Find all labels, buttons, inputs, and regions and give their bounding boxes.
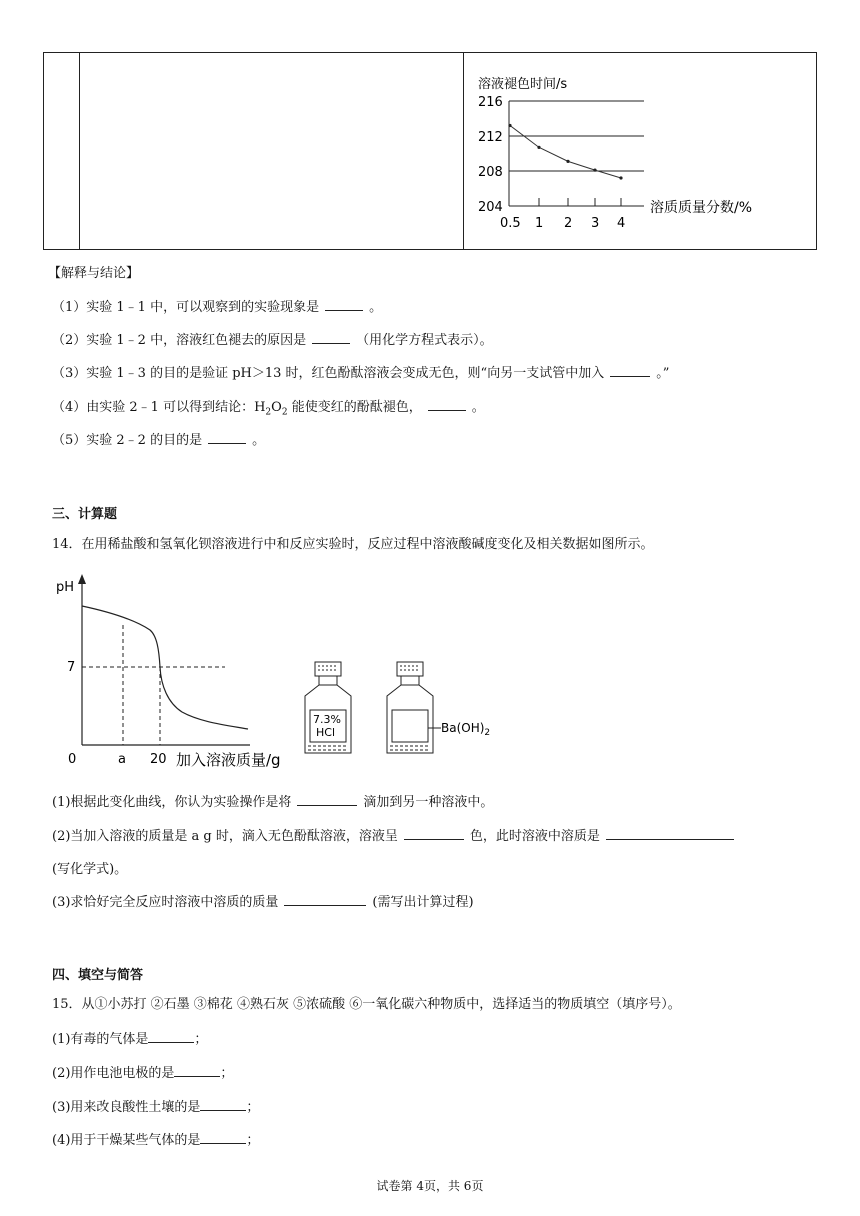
data-point [566, 160, 569, 163]
x-tick-label: 1 [535, 216, 544, 231]
y-tick-label: 208 [478, 165, 503, 180]
q14-part3: (3)求恰好完全反应时溶液中溶质的质量 (需写出计算过程) [52, 895, 474, 910]
x-tick-label: 3 [591, 216, 600, 231]
answer-blank[interactable] [297, 793, 357, 806]
chart-ylabel: 溶液褪色时间/s [478, 77, 568, 92]
question-14: 14．在用稀盐酸和氢氧化钡溶液进行中和反应实验时，反应过程中溶液酸碱度变化及相关数据如图所示。 [52, 537, 654, 552]
answer-blank[interactable] [200, 1131, 246, 1144]
answer-blank[interactable] [428, 398, 466, 411]
svg-text:7.3%: 7.3% [313, 713, 341, 726]
data-point [537, 146, 540, 149]
y-tick-label: 216 [478, 95, 503, 110]
x-zero-label: 0 [68, 752, 77, 767]
q14-part2-tail: (写化学式)。 [52, 862, 128, 877]
question-1: （1）实验 1﹣1 中，可以观察到的实验现象是 。 [52, 300, 383, 315]
q14-part2: (2)当加入溶液的质量是 a g 时，滴入无色酚酞溶液，溶液呈 色，此时溶液中溶质是 [52, 825, 740, 844]
ph-chart [50, 570, 310, 775]
answer-blank[interactable] [284, 893, 366, 906]
answer-blank[interactable] [208, 431, 246, 444]
y-tick-label: 204 [478, 200, 503, 215]
svg-text:Ba(OH)2: $Ba(OH)_2$ [441, 721, 491, 738]
chart-xlabel: 溶质质量分数/% [650, 200, 753, 216]
chart-series-line [510, 126, 621, 179]
answer-blank[interactable] [606, 827, 734, 840]
q15-item-2: (2)用作电池电极的是 ； [52, 1066, 234, 1081]
x-tick-label: 0.5 [500, 216, 521, 231]
y-axis-arrow [78, 574, 86, 584]
x-tick-label: 2 [564, 216, 573, 231]
reagent-bottles [300, 658, 510, 758]
answer-blank[interactable] [312, 331, 350, 344]
ph-7-label: 7 [67, 660, 76, 675]
question-2: （2）实验 1﹣2 中，溶液红色褪去的原因是 （用化学方程式表示）。 [52, 333, 493, 348]
data-point [508, 124, 511, 127]
hcl-bottle [305, 662, 351, 753]
page-footer: 试卷第 4页，共 6页 [376, 1179, 484, 1193]
data-point [619, 176, 622, 179]
ph-label: pH [56, 580, 75, 595]
x-a-label: a [118, 752, 126, 767]
question-15: 15．从①小苏打 ②石墨 ③棉花 ④熟石灰 ⑤浓硫酸 ⑥一氧化碳六种物质中，选择适当的物质填空（填序号）。 [52, 997, 681, 1012]
data-point [593, 169, 596, 172]
q15-item-3: (3)用来改良酸性土壤的是 ； [52, 1100, 260, 1115]
fade-time-chart [464, 53, 816, 249]
question-5: （5）实验 2﹣2 的目的是 。 [52, 433, 266, 448]
conclusion-heading: 【解释与结论】 [48, 266, 140, 281]
answer-blank[interactable] [200, 1098, 246, 1111]
baoh2-bottle [387, 662, 490, 753]
x-20-label: 20 [150, 752, 167, 767]
chart-yticks [478, 95, 503, 215]
q15-item-1: (1)有毒的气体是 ； [52, 1032, 208, 1047]
section4-heading: 四、填空与简答 [52, 968, 144, 983]
x-axis-label: 加入溶液质量/g [176, 751, 281, 769]
svg-text:HCl: HCl [316, 726, 336, 739]
answer-blank[interactable] [325, 298, 363, 311]
section3-heading: 三、计算题 [52, 507, 118, 522]
y-tick-label: 212 [478, 130, 503, 145]
q15-item-4: (4)用于干燥某些气体的是 ； [52, 1133, 260, 1148]
question-4: （4）由实验 2﹣1 可以得到结论：$H_2O_2$ 能使变红的酚酞褪色， 。 [52, 400, 485, 418]
chart-gridlines [509, 101, 644, 206]
chart-xticks [500, 198, 625, 231]
answer-blank[interactable] [404, 827, 464, 840]
answer-blank[interactable] [174, 1064, 220, 1077]
answer-blank[interactable] [148, 1030, 194, 1043]
table-divider [79, 52, 80, 250]
answer-blank[interactable] [610, 364, 650, 377]
x-tick-label: 4 [617, 216, 626, 231]
question-3: （3）实验 1﹣3 的目的是验证 pH＞13 时，红色酚酞溶液会变成无色，则“向另一支试管中加入 。” [52, 366, 670, 381]
q14-part1: (1)根据此变化曲线，你认为实验操作是将 滴加到另一种溶液中。 [52, 795, 494, 810]
